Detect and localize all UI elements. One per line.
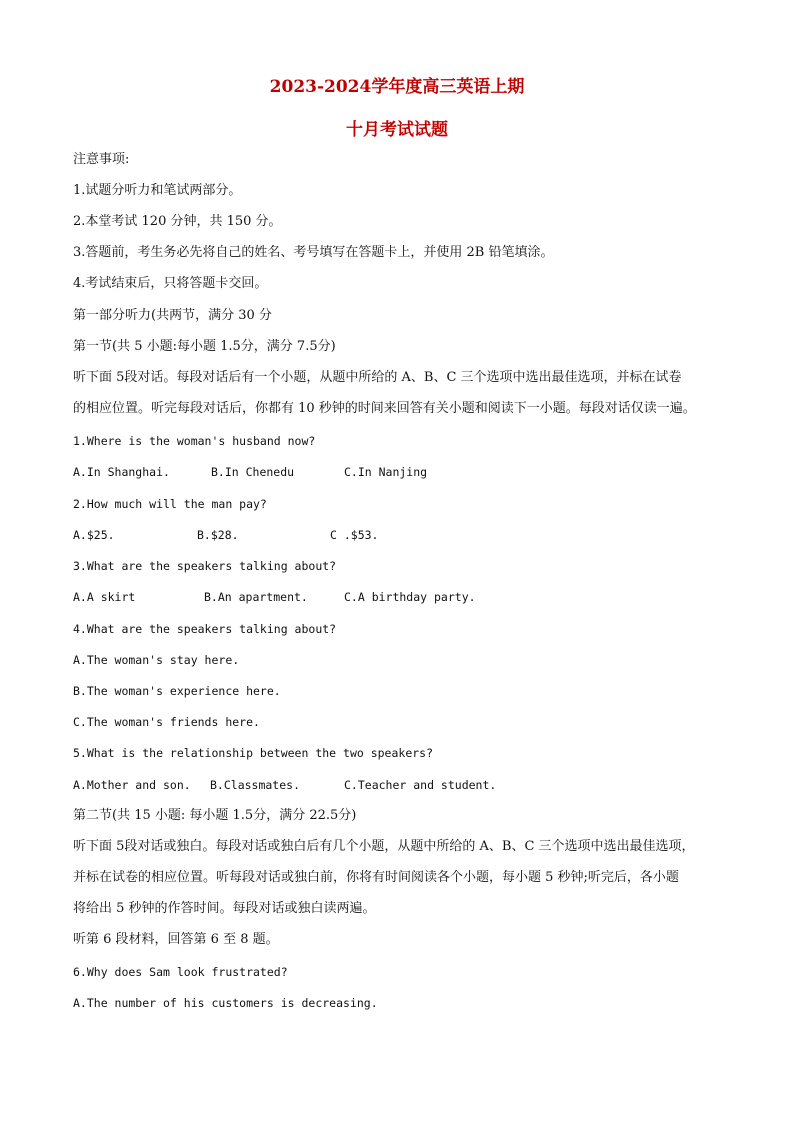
option-c: C .$53. [330,528,379,542]
option-a: A.Mother and son. [73,778,191,792]
notice-item-1: 1.试题分听力和笔试两部分。 [73,183,242,198]
option-b: B.In Chenedu [211,465,295,479]
section2-instructions-line3: 将给出 5 秒钟的作答时间。每段对话或独白读两遍。 [73,901,376,916]
section2-instructions-line2: 并标在试卷的相应位置。听每段对话或独白前，你将有时间阅读各个小题，每小题 5 秒钟;听完后，各小题 [73,870,679,885]
notice-item-2: 2.本堂考试 120 分钟，共 150 分。 [73,214,282,229]
question-1: 1.Where is the woman's husband now? [73,434,316,448]
question-4-option-c: C.The woman's friends here. [73,715,260,729]
option-a: A.In Shanghai. [73,465,170,479]
section2-heading: 第二节(共 15 小题: 每小题 1.5分，满分 22.5分) [73,808,357,823]
section1-heading: 第一节(共 5 小题:每小题 1.5分，满分 7.5分) [73,339,336,354]
question-4: 4.What are the speakers talking about? [73,622,337,636]
section1-instructions-line1: 听下面 5段对话。每段对话后有一个小题，从题中所给的 A、B、C 三个选项中选出最佳选项，并标在试卷 [73,370,682,385]
option-a: A.A skirt [73,590,136,604]
notice-item-4: 4.考试结束后，只将答题卡交回。 [73,276,268,291]
option-c: C.In Nanjing [344,465,428,479]
question-2: 2.How much will the man pay? [73,497,267,511]
exam-subtitle: 十月考试试题 [346,120,448,140]
option-b: B.An apartment. [204,590,308,604]
option-b: B.Classmates. [210,778,301,792]
question-3: 3.What are the speakers talking about? [73,559,337,573]
option-b: B.$28. [197,528,239,542]
question-4-option-a: A.The woman's stay here. [73,653,240,667]
section2-instructions-line1: 听下面 5段对话或独白。每段对话或独白后有几个小题，从题中所给的 A、B、C 三个选项中选出最佳选项， [73,839,695,854]
question-4-option-b: B.The woman's experience here. [73,684,281,698]
exam-title: 2023-2024学年度高三英语上期 [269,77,525,97]
material-6-intro: 听第 6 段材料，回答第 6 至 8 题。 [73,932,279,947]
option-c: C.A birthday party. [344,590,476,604]
option-a: A.$25. [73,528,115,542]
option-c: C.Teacher and student. [344,778,497,792]
notice-item-3: 3.答题前，考生务必先将自己的姓名、考号填写在答题卡上，并使用 2B 铅笔填涂。 [73,245,554,260]
notice-heading: 注意事项: [73,152,130,167]
question-6: 6.Why does Sam look frustrated? [73,965,288,979]
question-5: 5.What is the relationship between the two speakers? [73,746,434,760]
part1-heading: 第一部分听力(共两节，满分 30 分 [73,308,272,323]
section1-instructions-line2: 的相应位置。听完每段对话后，你都有 10 秒钟的时间来回答有关小题和阅读下一小题。每段对话仅读一遍。 [73,401,696,416]
question-6-option-a: A.The number of his customers is decreasing. [73,996,378,1010]
